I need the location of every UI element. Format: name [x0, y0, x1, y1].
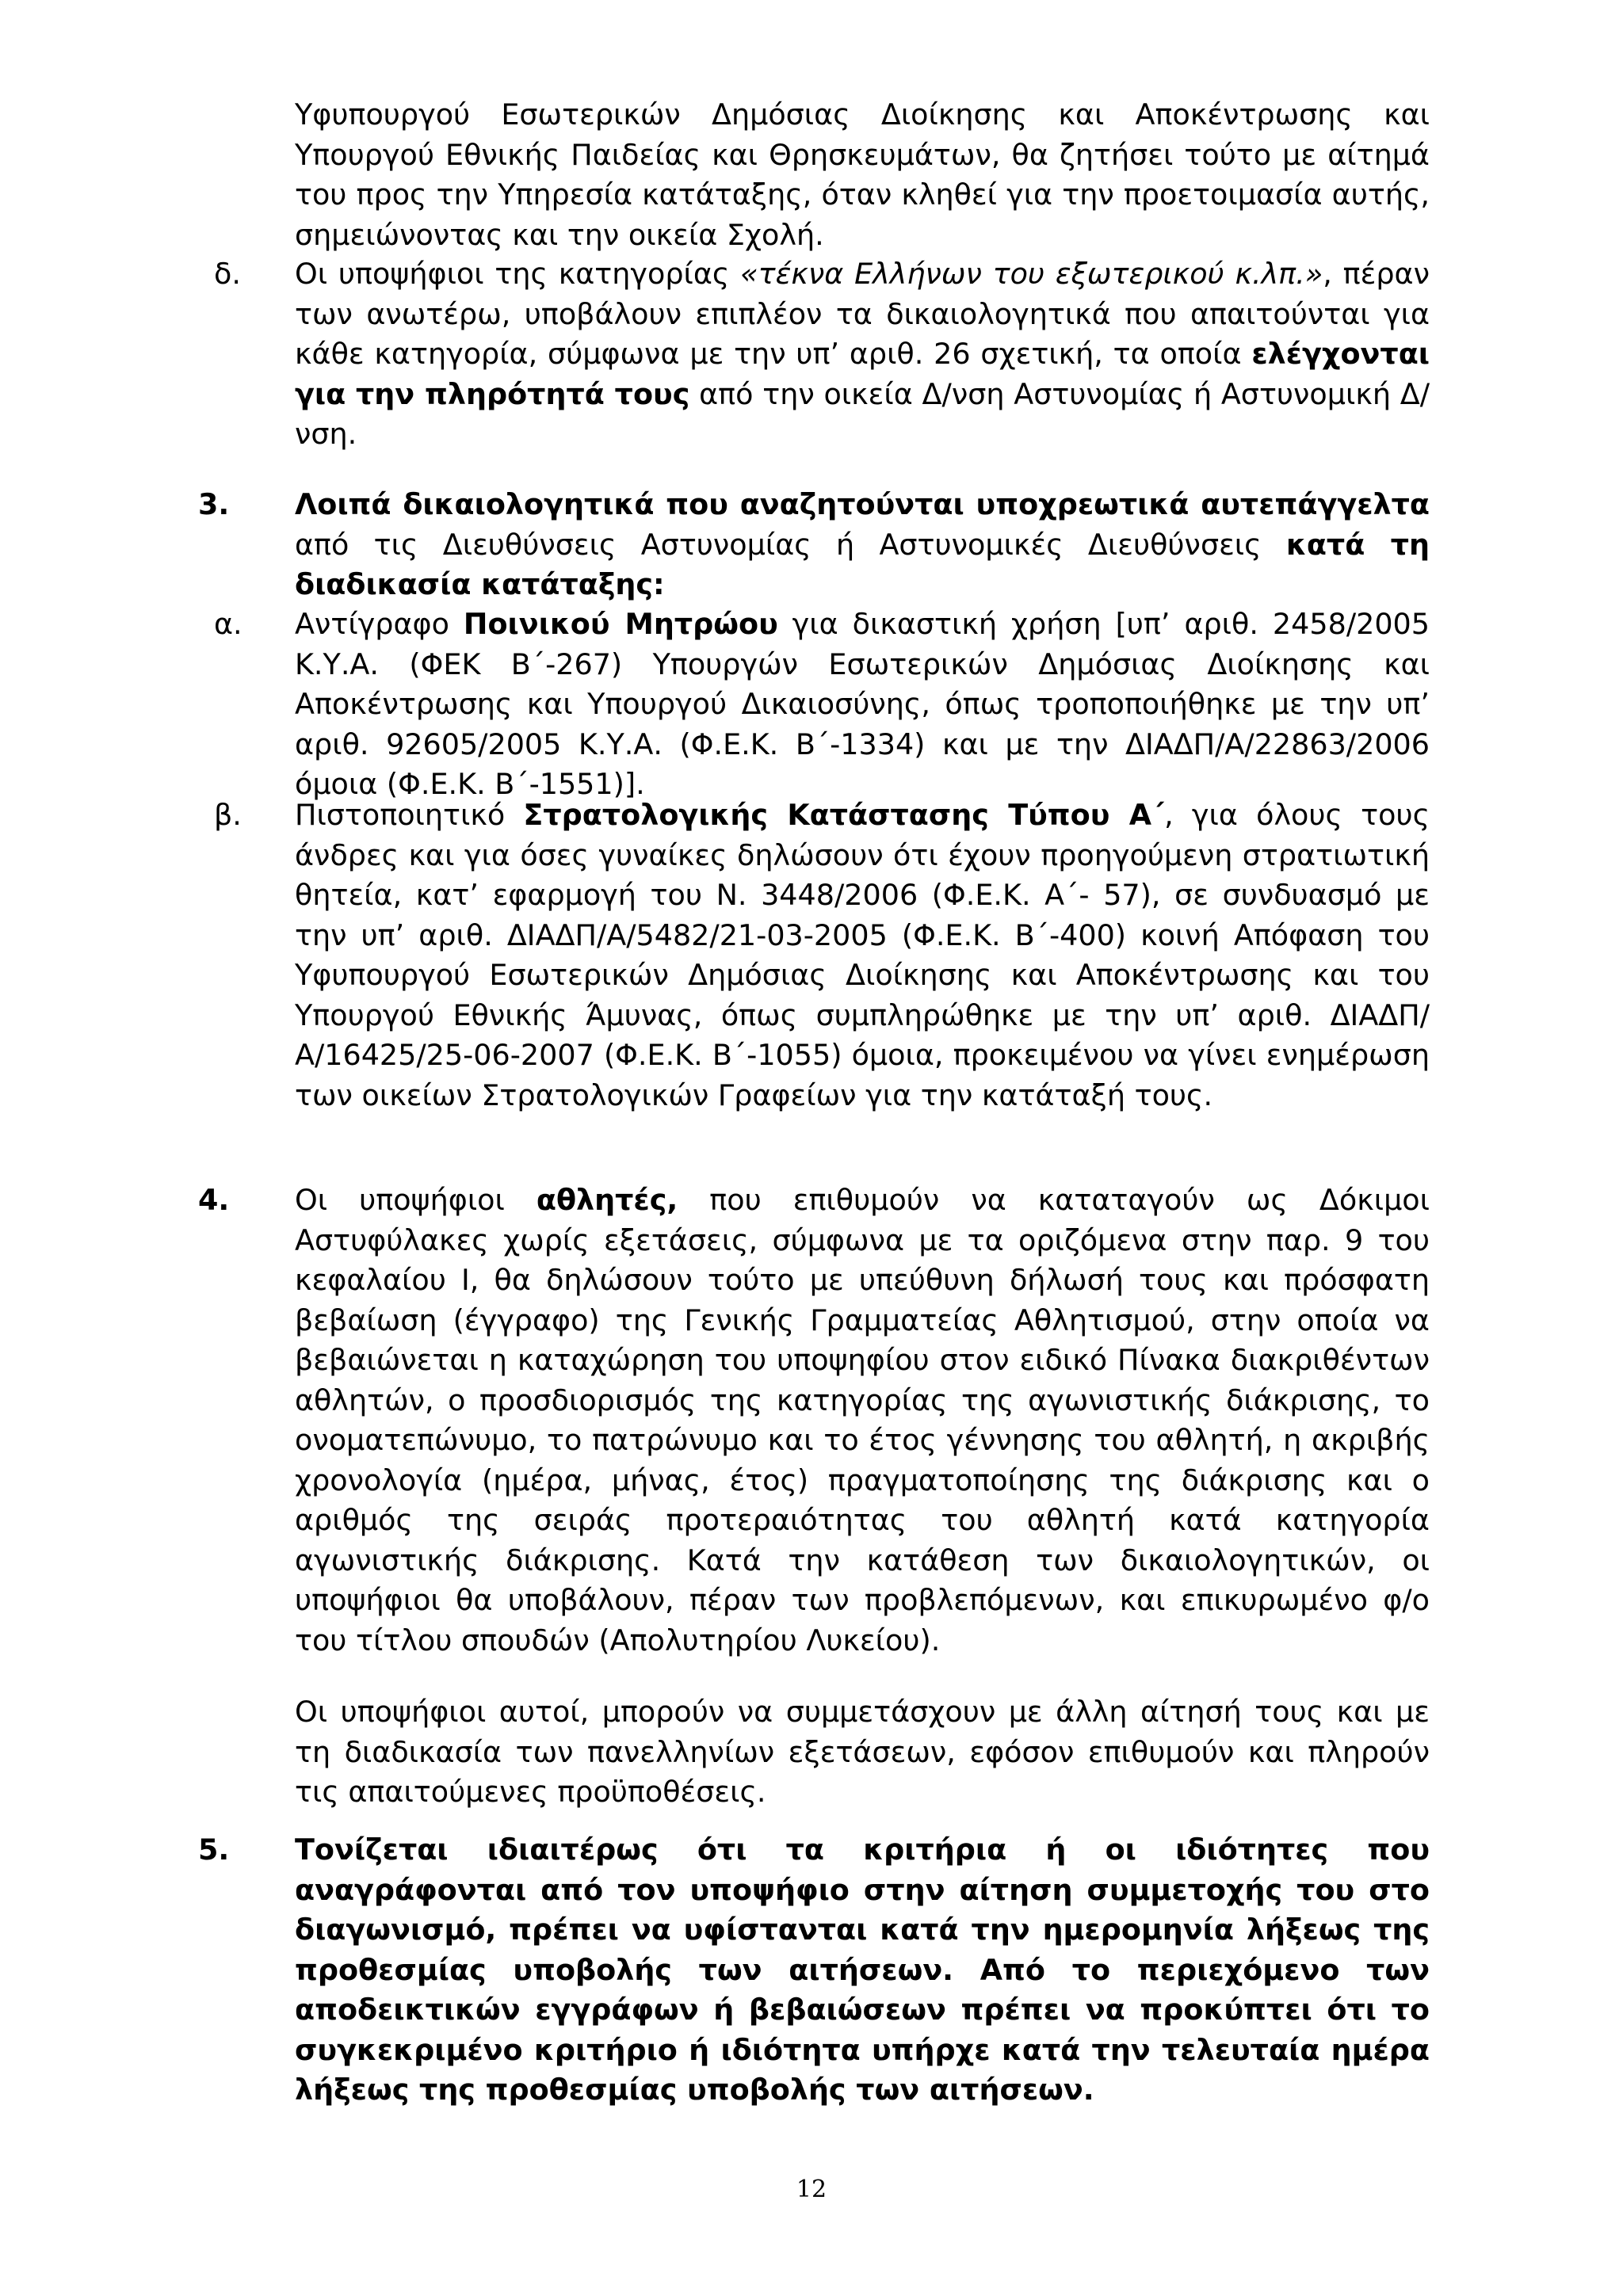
- item-delta-label: δ.: [214, 257, 241, 291]
- section-4-text: [295, 1180, 1430, 1661]
- section-4-paragraph-2: [295, 1692, 1430, 1813]
- section-5-bold-text: Τονίζεται ιδιαιτέρως ότι τα κριτήρια ή οι ιδιότητες που αναγράφονται από τον υποψήφιο στην αίτηση συμμετοχής του στο διαγωνισμό, πρέπει να υφίστανται κατά την ημερομηνία λήξεως της προθεσμίας υποβολής των αιτήσεων. Από το περιεχόμενο των αποδεικτικών εγγράφων ή βεβαιώσεων πρέπει να προκύπτει ότι το συγκεκριμένο κριτήριο ή ιδιότητα υπήρχε κατά την τελευταία ημέρα λήξεως της προθεσμίας υποβολής των αιτήσεων.: [295, 1833, 1430, 2107]
- item-delta-t5: από την οικεία Δ/νση Αστυνομίας ή Αστυνομική Δ/νση.: [295, 376, 1430, 451]
- section-3-bold-title: Λοιπά δικαιολογητικά που αναζητούνται υποχρεωτικά αυτεπάγγελτα: [295, 487, 1430, 521]
- section-3-bold-end: κατά τη διαδικασία κατάταξης:: [295, 527, 1430, 601]
- item-delta-t3: , πέραν των ανωτέρω, υποβάλουν επιπλέον τα δικαιολογητικά που απαιτούνται για κάθε κατηγορία, σύμφωνα με την υπ’ αριθ. 26 σχετική, τα οποία: [295, 257, 1430, 371]
- section-4-t1: Οι υποψήφιοι: [295, 1183, 537, 1217]
- paragraph-text: Υφυπουργού Εσωτερικών Δημόσιας Διοίκησης και Αποκέντρωσης και Υπουργού Εθνικής Παιδείας και Θρησκευμάτων, θα ζητήσει τούτο με αίτημά του προς την Υπηρεσία κατάταξης, όταν κληθεί για την προετοιμασία αυτής, σημειώνοντας και την οικεία Σχολή.: [295, 97, 1430, 252]
- section-3-item-a-label: α.: [214, 607, 242, 641]
- section-3-item-b-text: [295, 795, 1430, 1116]
- item-b-t3: , για όλους τους άνδρες και για όσες γυναίκες δηλώσουν ότι έχουν προηγούμενη στρατιωτική θητεία, κατ’ εφαρμογή του Ν. 3448/2006 (Φ.Ε.Κ. Α΄- 57), σε συνδυασμό με την υπ’ αριθ. ΔΙΑΔΠ/Α/5482/21-03-2005 (Φ.Ε.Κ. Β΄-400) κοινή Απόφαση του Υφυπουργού Εσωτερικών Δημόσιας Διοίκησης και Αποκέντρωσης και του Υπουργού Εθνικής Άμυνας, όπως συμπληρώθηκε με την υπ’ αριθ. ΔΙΑΔΠ/Α/16425/25-06-2007 (Φ.Ε.Κ. Β΄-1055) όμοια, προκειμένου να γίνει ενημέρωση των οικείων Στρατολογικών Γραφείων για την κατάταξή τους.: [295, 798, 1430, 1112]
- item-a-t1: Αντίγραφο: [295, 607, 464, 641]
- section-4-number: 4.: [198, 1183, 230, 1217]
- item-delta-t1: Οι υποψήφιοι της κατηγορίας: [295, 257, 741, 291]
- continued-paragraph: [295, 95, 1430, 255]
- section-3-item-b-label: β.: [214, 798, 242, 832]
- item-b-t1: Πιστοποιητικό: [295, 798, 524, 832]
- section-3-t2: από τις Διευθύνσεις Αστυνομίας ή Αστυνομικές Διευθύνσεις: [295, 527, 1286, 562]
- section-5-text: [295, 1830, 1430, 2111]
- item-a-t3: για δικαστική χρήση [υπ’ αριθ. 2458/2005 Κ.Υ.Α. (ΦΕΚ Β΄-267) Υπουργών Εσωτερικών Δημόσιας Διοίκησης και Αποκέντρωσης και Υπουργού Δικαιοσύνης, όπως τροποποιήθηκε με την υπ’ αριθ. 92605/2005 Κ.Υ.Α. (Φ.Ε.Κ. Β΄-1334) και με την ΔΙΑΔΠ/Α/22863/2006 όμοια (Φ.Ε.Κ. Β΄-1551)].: [295, 607, 1430, 801]
- item-delta-text: [295, 254, 1430, 455]
- section-4-bold: αθλητές,: [536, 1183, 678, 1217]
- section-5-number: 5.: [198, 1833, 230, 1867]
- page-number: 12: [796, 2176, 827, 2203]
- section-3-item-a-text: [295, 605, 1430, 805]
- section-3-heading: [295, 485, 1430, 605]
- item-a-bold: Ποινικού Μητρώου: [463, 607, 778, 641]
- section-3-number: 3.: [198, 487, 230, 521]
- item-b-bold: Στρατολογικής Κατάστασης Τύπου Α΄: [523, 798, 1165, 832]
- section-4-p2: Οι υποψήφιοι αυτοί, μπορούν να συμμετάσχουν με άλλη αίτησή τους και με τη διαδικασία των πανελληνίων εξετάσεων, εφόσον επιθυμούν και πληρούν τις απαιτούμενες προϋποθέσεις.: [295, 1695, 1430, 1809]
- item-delta-category: «τέκνα Ελλήνων του εξωτερικού κ.λπ.»: [740, 257, 1323, 291]
- item-delta-bold: ελέγχονται για την πληρότητά τους: [295, 337, 1430, 411]
- section-4-t3: που επιθυμούν να καταταγούν ως Δόκιμοι Αστυφύλακες χωρίς εξετάσεις, σύμφωνα με τα οριζόμενα στην παρ. 9 του κεφαλαίου Ι, θα δηλώσουν τούτο με υπεύθυνη δήλωσή τους και πρόσφατη βεβαίωση (έγγραφο) της Γενικής Γραμματείας Αθλητισμού, στην οποία να βεβαιώνεται η καταχώρηση του υποψηφίου στον ειδικό Πίνακα διακριθέντων αθλητών, ο προσδιορισμός της κατηγορίας της αγωνιστικής διάκρισης, το ονοματεπώνυμο, το πατρώνυμο και το έτος γέννησης του αθλητή, η ακριβής χρονολογία (ημέρα, μήνας, έτος) πραγματοποίησης της διάκρισης και ο αριθμός της σειράς προτεραιότητας του αθλητή κατά κατηγορία αγωνιστικής διάκρισης. Κατά την κατάθεση των δικαιολογητικών, οι υποψήφιοι θα υποβάλουν, πέραν των προβλεπόμενων, και επικυρωμένο φ/ο του τίτλου σπουδών (Απολυτηρίου Λυκείου).: [295, 1183, 1430, 1657]
